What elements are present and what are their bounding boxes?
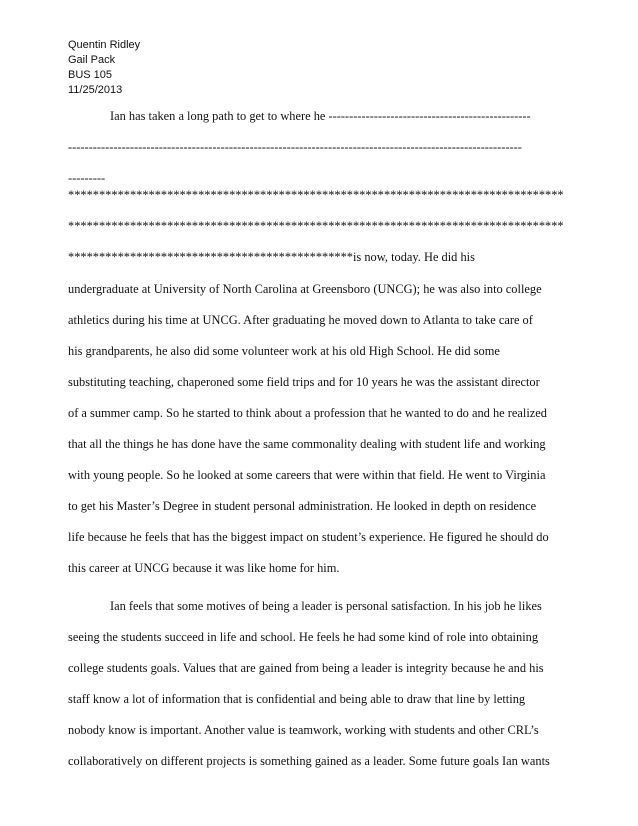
paragraph-1-line-12: that all the things he has done have the same commonality dealing with student life and working: [68, 437, 546, 451]
paragraph-2-line-2: seeing the students succeed in life and school. He feels he had some kind of role into obtaining: [68, 630, 539, 644]
paragraph-1-line-16: this career at UNCG because it was like home for him.: [68, 561, 340, 575]
author-name: Quentin Ridley: [68, 39, 141, 51]
paragraph-2-line-1: Ian feels that some motives of being a leader is personal satisfaction. In his job he likes: [110, 599, 542, 613]
paragraph-1-line-4: ********************************************************************************: [68, 188, 564, 202]
document-date: 11/25/2013: [68, 84, 123, 96]
paragraph-1-line-5: ********************************************************************************: [68, 219, 564, 233]
paragraph-1-line-1: Ian has taken a long path to get to where he -------------------------------------------------: [110, 109, 531, 123]
paragraph-1-line-13: with young people. So he looked at some careers that were within that field. He went to Virginia: [68, 468, 546, 482]
paragraph-1-line-15: life because he feels that has the biggest impact on student’s experience. He figured he should do: [68, 530, 549, 544]
paragraph-1-line-11: of a summer camp. So he started to think about a profession that he wanted to do and he realized: [68, 406, 547, 420]
paragraph-2-line-6: collaboratively on different projects is something gained as a leader. Some future goals Ian wants: [68, 754, 550, 768]
paragraph-1-line-6: **********************************************is now, today. He did his: [68, 250, 475, 264]
paragraph-1-line-8: athletics during his time at UNCG. After graduating he moved down to Atlanta to take care of: [68, 313, 533, 327]
header-block: [68, 38, 140, 98]
instructor-name: Gail Pack: [68, 54, 116, 66]
paragraph-1-line-9: his grandparents, he also did some volunteer work at his old High School. He did some: [68, 344, 500, 358]
paragraph-2-line-4: staff know a lot of information that is confidential and being able to draw that line by letting: [68, 692, 526, 706]
paragraph-2-line-3: college students goals. Values that are gained from being a leader is integrity because he and his: [68, 661, 544, 675]
paragraph-2-line-5: nobody know is important. Another value is teamwork, working with students and other CRL’s: [68, 723, 539, 737]
paragraph-1-line-7: undergraduate at University of North Carolina at Greensboro (UNCG); he was also into college: [68, 282, 542, 296]
course-code: BUS 105: [68, 69, 113, 81]
paragraph-1-line-14: to get his Master’s Degree in student personal administration. He looked in depth on residence: [68, 499, 537, 513]
paragraph-1-line-3: ---------: [68, 171, 106, 185]
paragraph-1-line-2: --------------------------------------------------------------------------------------------------------------: [68, 140, 522, 154]
paragraph-1-line-10: substituting teaching, chaperoned some field trips and for 10 years he was the assistant director: [68, 375, 540, 389]
